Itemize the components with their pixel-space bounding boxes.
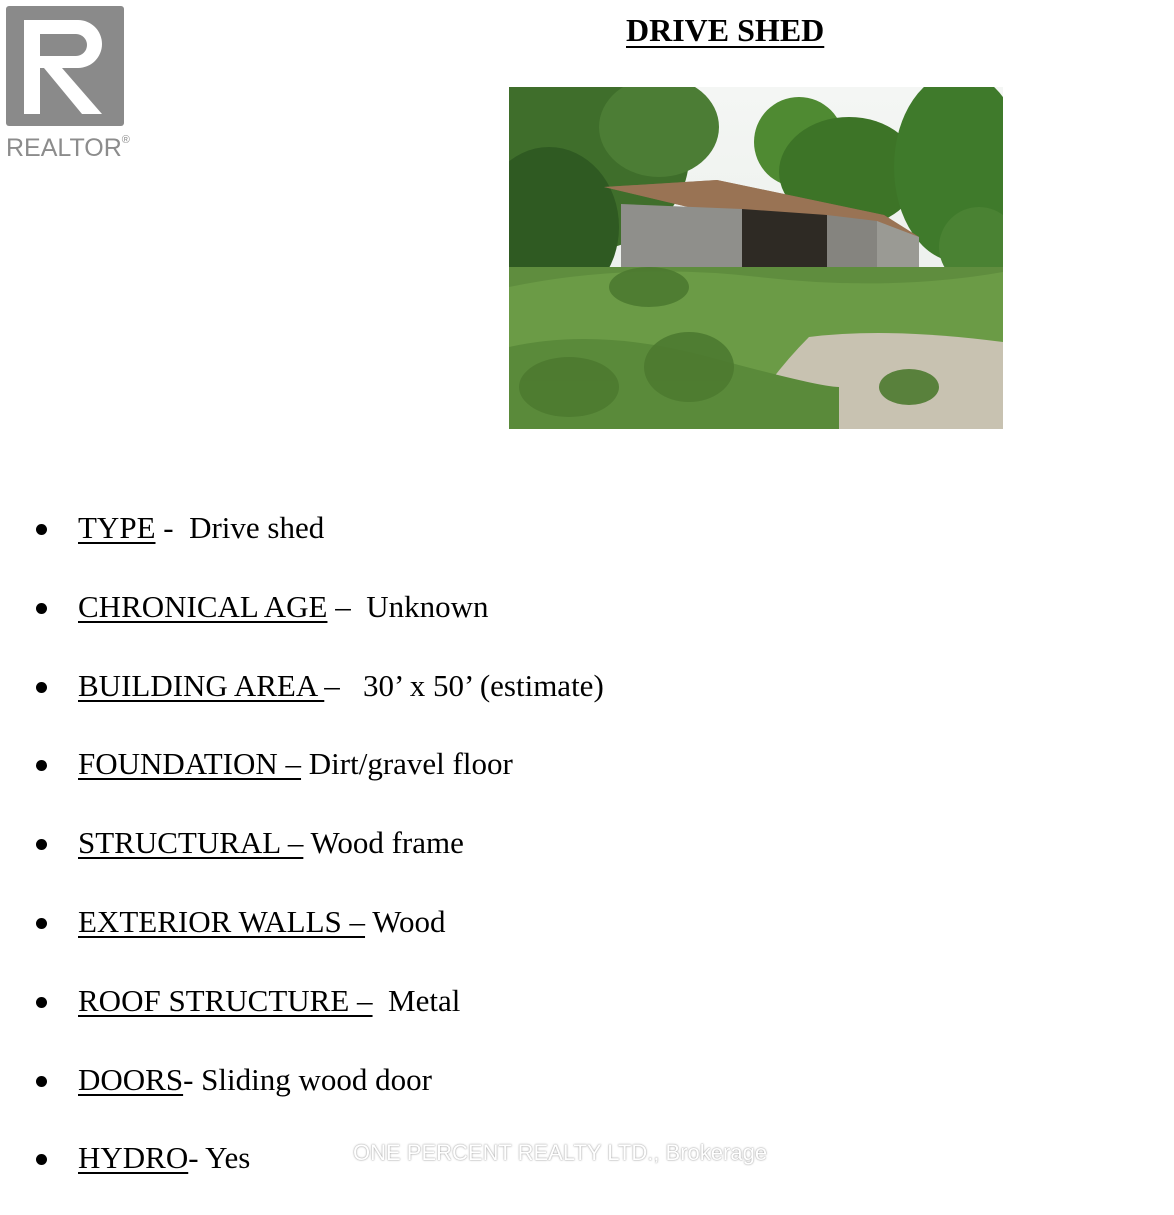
item-label: HYDRO — [78, 1140, 189, 1176]
item-label: STRUCTURAL – — [78, 825, 304, 861]
item-label: TYPE — [78, 510, 156, 545]
bullet-icon — [36, 1076, 47, 1087]
item-label: EXTERIOR WALLS – — [78, 903, 366, 939]
bullet-icon — [36, 839, 47, 850]
bullet-icon — [36, 1154, 47, 1165]
bullet-icon — [36, 603, 47, 614]
item-value: Wood — [372, 903, 446, 939]
drive-shed-photo — [509, 87, 1003, 429]
realtor-r-icon — [6, 6, 124, 126]
bullet-icon — [36, 682, 47, 693]
item-value: Unknown — [366, 588, 489, 624]
bullet-icon — [36, 524, 47, 535]
brokerage-watermark: ONE PERCENT REALTY LTD., Brokerage — [353, 1140, 768, 1165]
page-title: DRIVE SHED — [626, 12, 825, 48]
item-value: Yes — [205, 1140, 251, 1176]
realtor-logo — [6, 6, 136, 162]
bullet-icon — [36, 918, 47, 929]
item-label: FOUNDATION – — [78, 746, 302, 782]
item-value: Drive shed — [189, 510, 325, 545]
item-label: CHRONICAL AGE — [78, 588, 328, 624]
item-label: BUILDING AREA — [78, 667, 325, 703]
item-value: Metal — [388, 982, 461, 1018]
bullet-icon — [36, 997, 47, 1008]
item-label: ROOF STRUCTURE – — [78, 982, 373, 1018]
item-value: Dirt/gravel floor — [308, 746, 513, 782]
bullet-icon — [36, 760, 47, 771]
item-value: Wood frame — [310, 825, 464, 861]
realtor-wordmark: REALTOR® — [6, 133, 130, 162]
item-value: Sliding wood door — [201, 1061, 432, 1097]
item-label: DOORS — [78, 1061, 184, 1097]
item-value: 30’ x 50’ (estimate) — [363, 667, 604, 703]
